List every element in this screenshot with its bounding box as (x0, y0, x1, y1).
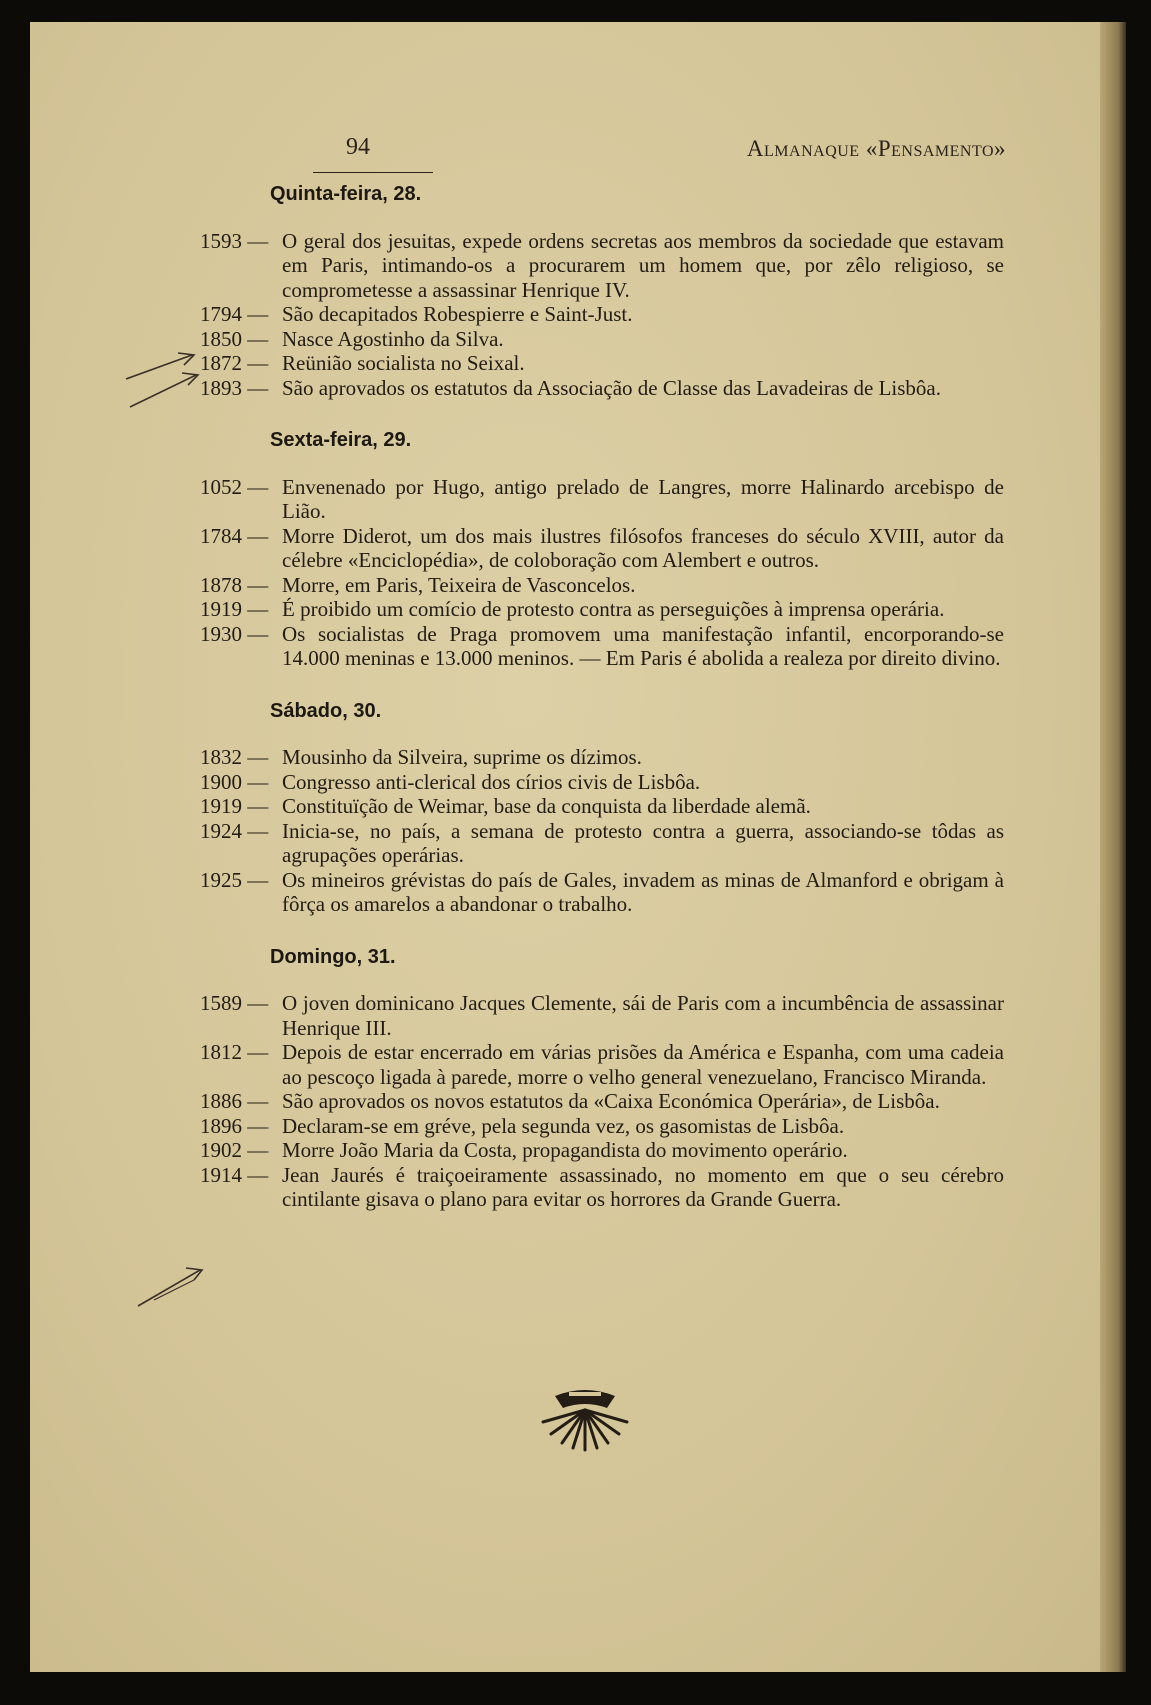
day-heading: Quinta-feira, 28. (270, 183, 422, 205)
entry-text: O geral dos jesuitas, expede ordens secretas aos membros da sociedade que estavam em Paris, intimando-os a procurarem um homem que, por zêlo religioso, se comprometesse a assassinar Henrique IV. (282, 228, 1004, 302)
entry (200, 1138, 1004, 1163)
entry (200, 1163, 1004, 1212)
day-section (200, 699, 1004, 917)
entry (200, 1114, 1004, 1139)
header-rule (313, 172, 433, 173)
entry-text: Os mineiros grévistas do país de Gales, invadem as minas de Almanford e obrigam à fôrça os amarelos a abandonar o trabalho. (282, 867, 1004, 916)
day-heading: Sexta-feira, 29. (270, 429, 412, 451)
entry-year: 1886 — (200, 1089, 282, 1114)
entry-year: 1593 — (200, 229, 282, 303)
entry (200, 351, 1004, 376)
calendar-entries (200, 182, 1004, 1212)
entry (200, 229, 1004, 303)
sunburst-ornament-icon (535, 1386, 635, 1452)
entry-year: 1589 — (200, 991, 282, 1040)
entry (200, 302, 1004, 327)
entry-text: Depois de estar encerrado em várias prisões da América e Espanha, com uma cadeia ao pescoço ligada à parede, morre o velho general venezuelano, Francisco Miranda. (282, 1040, 1004, 1089)
entry-year: 1919 — (200, 794, 282, 819)
entry-year: 1052 — (200, 475, 282, 524)
entry-year: 1850 — (200, 327, 282, 352)
entry (200, 475, 1004, 524)
entry (200, 573, 1004, 598)
entry (200, 622, 1004, 671)
entry-year: 1924 — (200, 819, 282, 868)
running-title: Almanaque «Pensamento» (746, 136, 1006, 161)
entry-year: 1914 — (200, 1163, 282, 1212)
entry-text: São aprovados os novos estatutos da «Caixa Económica Operária», de Lisbôa. (282, 1089, 940, 1113)
page-number: 94 (346, 134, 370, 160)
entry-text: Inicia-se, no país, a semana de protesto contra a guerra, associando-se tôdas as agrupações operárias. (282, 818, 1004, 867)
entry-year: 1872 — (200, 351, 282, 376)
entry (200, 819, 1004, 868)
entry (200, 991, 1004, 1040)
entry-text: Mousinho da Silveira, suprime os dízimos. (282, 745, 642, 769)
entry-year: 1794 — (200, 302, 282, 327)
entry (200, 868, 1004, 917)
entry-year: 1812 — (200, 1040, 282, 1089)
entry (200, 524, 1004, 573)
day-heading: Domingo, 31. (270, 945, 396, 968)
entry (200, 597, 1004, 622)
entry (200, 745, 1004, 770)
entry-year: 1832 — (200, 745, 282, 770)
entry-text: Reünião socialista no Seixal. (282, 351, 525, 375)
day-section (200, 945, 1004, 1212)
entry-text: Morre, em Paris, Teixeira de Vasconcelos. (282, 572, 636, 597)
entry-text: Constituïção de Weimar, base da conquista da liberdade alemã. (282, 794, 811, 818)
entry (200, 770, 1004, 795)
day-section (200, 182, 1004, 400)
entry-year: 1878 — (200, 573, 282, 598)
entry-text: Envenenado por Hugo, antigo prelado de Langres, morre Halinardo arcebispo de Lião. (282, 474, 1004, 523)
entry (200, 1089, 1004, 1114)
entry-year: 1902 — (200, 1138, 282, 1163)
entry-text: Morre Diderot, um dos mais ilustres filósofos franceses do século XVIII, autor da célebre «Enciclopédia», de coloboração com Alembert e outros. (282, 523, 1004, 572)
entry (200, 327, 1004, 352)
entry (200, 376, 1004, 401)
entry (200, 794, 1004, 819)
entry-year: 1893 — (200, 376, 282, 401)
entry-text: Morre João Maria da Costa, propagandista do movimento operário. (282, 1138, 848, 1162)
entry-text: Jean Jaurés é traiçoeiramente assassinado, no momento em que o seu cérebro cintilante gisava o plano para evitar os horrores da Grande Guerra. (282, 1162, 1004, 1211)
entry-year: 1896 — (200, 1114, 282, 1139)
entry-text: São aprovados os estatutos da Associação de Classe das Lavadeiras de Lisbôa. (282, 375, 941, 400)
pencil-arrow-mark-icon (134, 1262, 208, 1312)
entry-text: São decapitados Robespierre e Saint-Just. (282, 302, 633, 326)
book-spine (1100, 22, 1126, 1672)
entry-year: 1930 — (200, 622, 282, 671)
entry-text: Declaram-se em gréve, pela segunda vez, os gasomistas de Lisbôa. (282, 1113, 845, 1138)
entry-year: 1784 — (200, 524, 282, 573)
entry-year: 1919 — (200, 597, 282, 622)
entry-text: Nasce Agostinho da Silva. (282, 326, 504, 351)
day-section (200, 428, 1004, 671)
day-heading: Sábado, 30. (270, 699, 382, 722)
entry-text: Os socialistas de Praga promovem uma manifestação infantil, encorporando-se 14.000 meninas e 13.000 meninos. — Em Paris é abolida a realeza por direito divino. (282, 621, 1004, 670)
entry-text: É proibido um comício de protesto contra as perseguições à imprensa operária. (282, 597, 945, 621)
entry-text: Congresso anti-clerical dos círios civis de Lisbôa. (282, 769, 701, 794)
entry-year: 1900 — (200, 770, 282, 795)
entry-year: 1925 — (200, 868, 282, 917)
entry (200, 1040, 1004, 1089)
pencil-arrow-marks-icon (122, 345, 206, 411)
page-header (30, 134, 1126, 174)
entry-text: O joven dominicano Jacques Clemente, sái de Paris com a incumbência de assassinar Henrique III. (282, 991, 1004, 1040)
